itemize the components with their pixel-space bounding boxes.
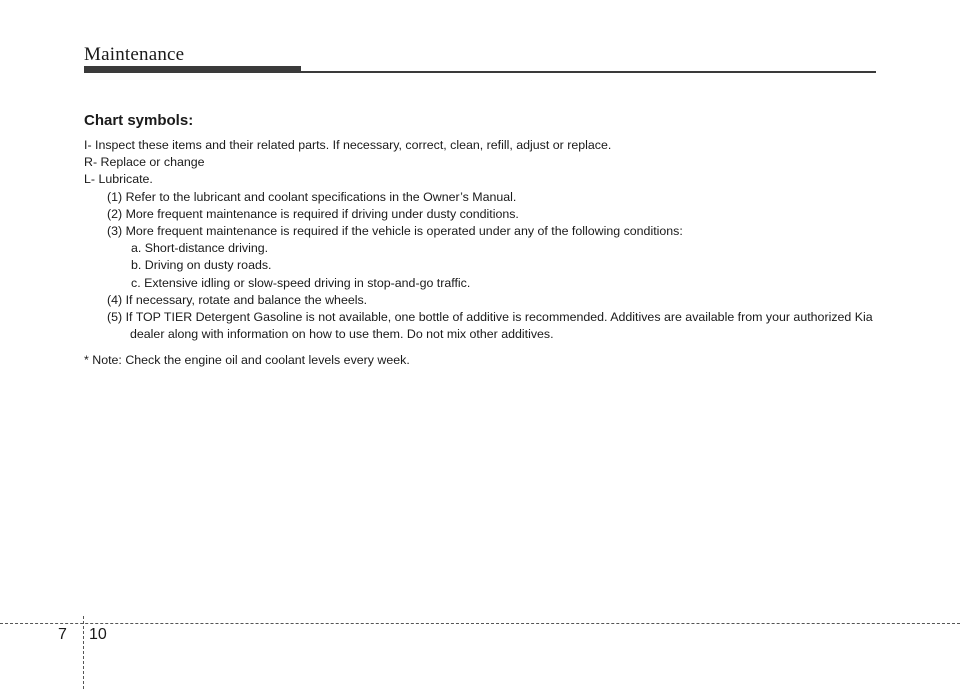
symbol-replace: R- Replace or change [84, 155, 205, 170]
symbol-lubricate: L- Lubricate. [84, 172, 153, 187]
note-3: (3) More frequent maintenance is required if the vehicle is operated under any of the following conditions: [107, 224, 683, 239]
condition-b: b. Driving on dusty roads. [131, 258, 272, 273]
note-2: (2) More frequent maintenance is required if driving under dusty conditions. [107, 206, 519, 221]
header-rule-thick [84, 66, 301, 73]
chart-symbols-heading: Chart symbols: [84, 112, 194, 129]
chapter-number: 7 [58, 626, 67, 643]
page-number: 10 [89, 626, 107, 643]
footer-divider [0, 623, 960, 624]
footer-vertical-divider [83, 616, 84, 689]
condition-c: c. Extensive idling or slow-speed driving in stop-and-go traffic. [131, 275, 471, 290]
symbol-inspect: I- Inspect these items and their related parts. If necessary, correct, clean, refill, adjust or replace. [84, 138, 612, 152]
footnote: * Note: Check the engine oil and coolant levels every week. [84, 353, 410, 368]
chart-symbols-section [84, 111, 884, 370]
section-title: Maintenance [84, 44, 185, 65]
header-rule-thin [301, 71, 876, 73]
note-5: (5) If TOP TIER Detergent Gasoline is not available, one bottle of additive is recommended. Additives are available from your authorized Kia dealer along with information on how to use them. Do not mix other additives. [107, 310, 873, 342]
condition-a: a. Short-distance driving. [131, 241, 269, 256]
note-4: (4) If necessary, rotate and balance the wheels. [107, 292, 368, 307]
note-1: (1) Refer to the lubricant and coolant specifications in the Owner’s Manual. [107, 189, 517, 204]
